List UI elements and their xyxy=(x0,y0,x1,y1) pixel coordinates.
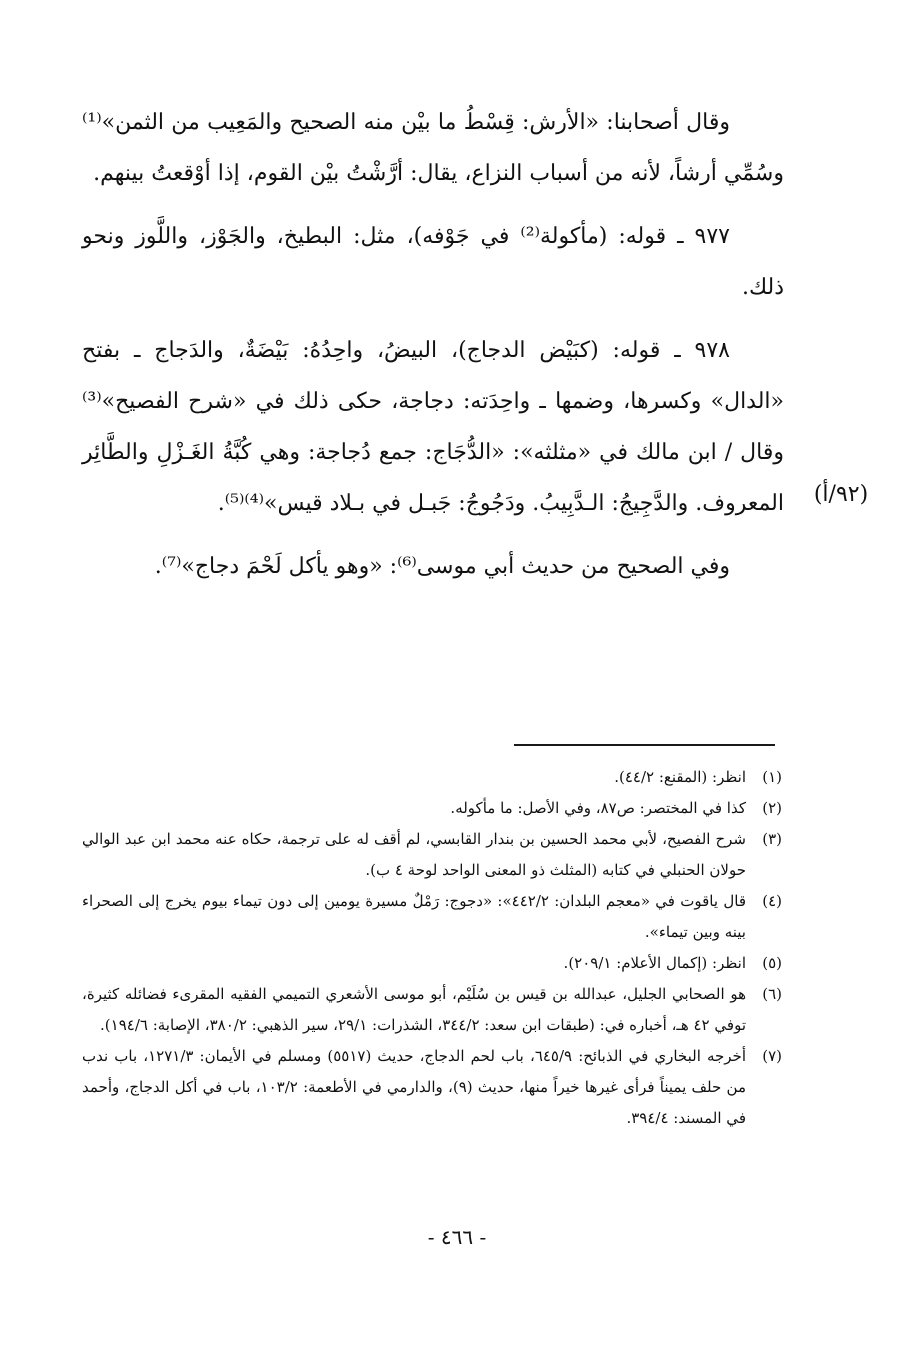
paragraph-977: ٩٧٧ ـ قوله: (مأكولة⁽²⁾ في جَوْفه)، مثل: البطيخ، والجَوْز، واللَّوز ونحو ذلك. xyxy=(82,224,784,300)
footnote-text: أخرجه البخاري في الذبائح: ٦٤٥/٩، باب لحم الدجاج، حديث (٥٥١٧) ومسلم في الأيمان: ١٢٧١/٣، باب ندب من حلف يميناً فرأى غيرها خيراً منها، حديث (٩)، والدارمي في الأطعمة: ١٠٣/٢، باب في أكل الدجاج، وأحمد في المسند: ٣٩٤/٤. xyxy=(82,1047,746,1127)
footnote-item xyxy=(82,762,782,793)
footnote-separator xyxy=(514,744,775,746)
footnote-number: (٣) xyxy=(762,830,782,848)
footnote-text: شرح الفصيح، لأبي محمد الحسين بن بندار القابسي، لم أقف له على ترجمة، حكاه عنه محمد ابن عبد الوالي حولان الحنبلي في كتابه (المثلث ذو المعنى الواحد لوحة ٤ ب). xyxy=(82,830,746,879)
footnote-number: (٦) xyxy=(762,985,782,1003)
footnote-item xyxy=(82,793,782,824)
footnote-text: انظر: (المقنع: ٤٤/٢). xyxy=(614,768,746,786)
footnotes-section xyxy=(82,762,782,1134)
footnote-item xyxy=(82,979,782,1041)
main-text-block xyxy=(82,97,784,592)
footnote-text: انظر: (إكمال الأعلام: ٢٠٩/١). xyxy=(563,954,746,972)
footnote-text: قال ياقوت في «معجم البلدان: ٤٤٢/٢»: «دجوج: رَمْلٌ مسيرة يومين إلى دون تيماء بيوم يخرج إلى الصحراء بينه وبين تيماء». xyxy=(82,892,746,941)
footnote-number: (٧) xyxy=(762,1047,782,1065)
paragraph-abu-musa: وفي الصحيح من حديث أبي موسى⁽⁶⁾: «وهو يأكل لَحْمَ دجاج»⁽⁷⁾. xyxy=(154,554,730,579)
footnote-item xyxy=(82,948,782,979)
manuscript-folio-note: (٩٢/أ) xyxy=(813,482,869,507)
paragraph-arsh: وقال أصحابنا: «الأرش: قِسْطُ ما بيْن منه الصحيح والمَعِيب من الثمن»⁽¹⁾ وسُمِّي أرشاً، لأنه من أسباب النزاع، يقال: أرَّشْتُ بيْن القوم، إذا أوْقعتُ بينهم. xyxy=(82,110,784,186)
footnote-number: (٢) xyxy=(762,799,782,817)
footnote-number: (١) xyxy=(762,768,782,786)
footnote-text: كذا في المختصر: ص٨٧، وفي الأصل: ما مأكوله. xyxy=(450,799,746,817)
footnote-number: (٤) xyxy=(762,892,782,910)
paragraph-978: ٩٧٨ ـ قوله: (كبَيْض الدجاج)، البيضُ، واحِدُهُ: بَيْضَةٌ، والدَجاج ـ بفتح «الدال» وكسرها، وضمها ـ واحِدَته: دجاجة، حكى ذلك في «شرح الفصيح»⁽³⁾ وقال / ابن مالك في «مثلثه»: «الدُّجَاج: جمع دُجاجة: وهي كُبَّةُ الغَـزْلِ والطَّائِر المعروف. والدَّجِيجُ: الـدَّبِيبُ. ودَجُوجُ: جَبـل في بـلاد قيس»⁽⁴⁾⁽⁵⁾. xyxy=(82,338,784,516)
footnote-text: هو الصحابي الجليل، عبدالله بن قيس بن سُلَيْم، أبو موسى الأشعري التميمي الفقيه المقرىء فضائله كثيرة، توفي ٤٢ هـ، أخباره في: (طبقات ابن سعد: ٣٤٤/٢، الشذرات: ٢٩/١، سير الذهبي: ٣٨٠/٢، الإصابة: ١٩٤/٦). xyxy=(82,985,746,1034)
footnote-item xyxy=(82,886,782,948)
footnote-item xyxy=(82,1041,782,1134)
footnote-number: (٥) xyxy=(762,954,782,972)
footnote-item xyxy=(82,824,782,886)
page-number: - ٤٦٦ - xyxy=(427,1225,487,1249)
